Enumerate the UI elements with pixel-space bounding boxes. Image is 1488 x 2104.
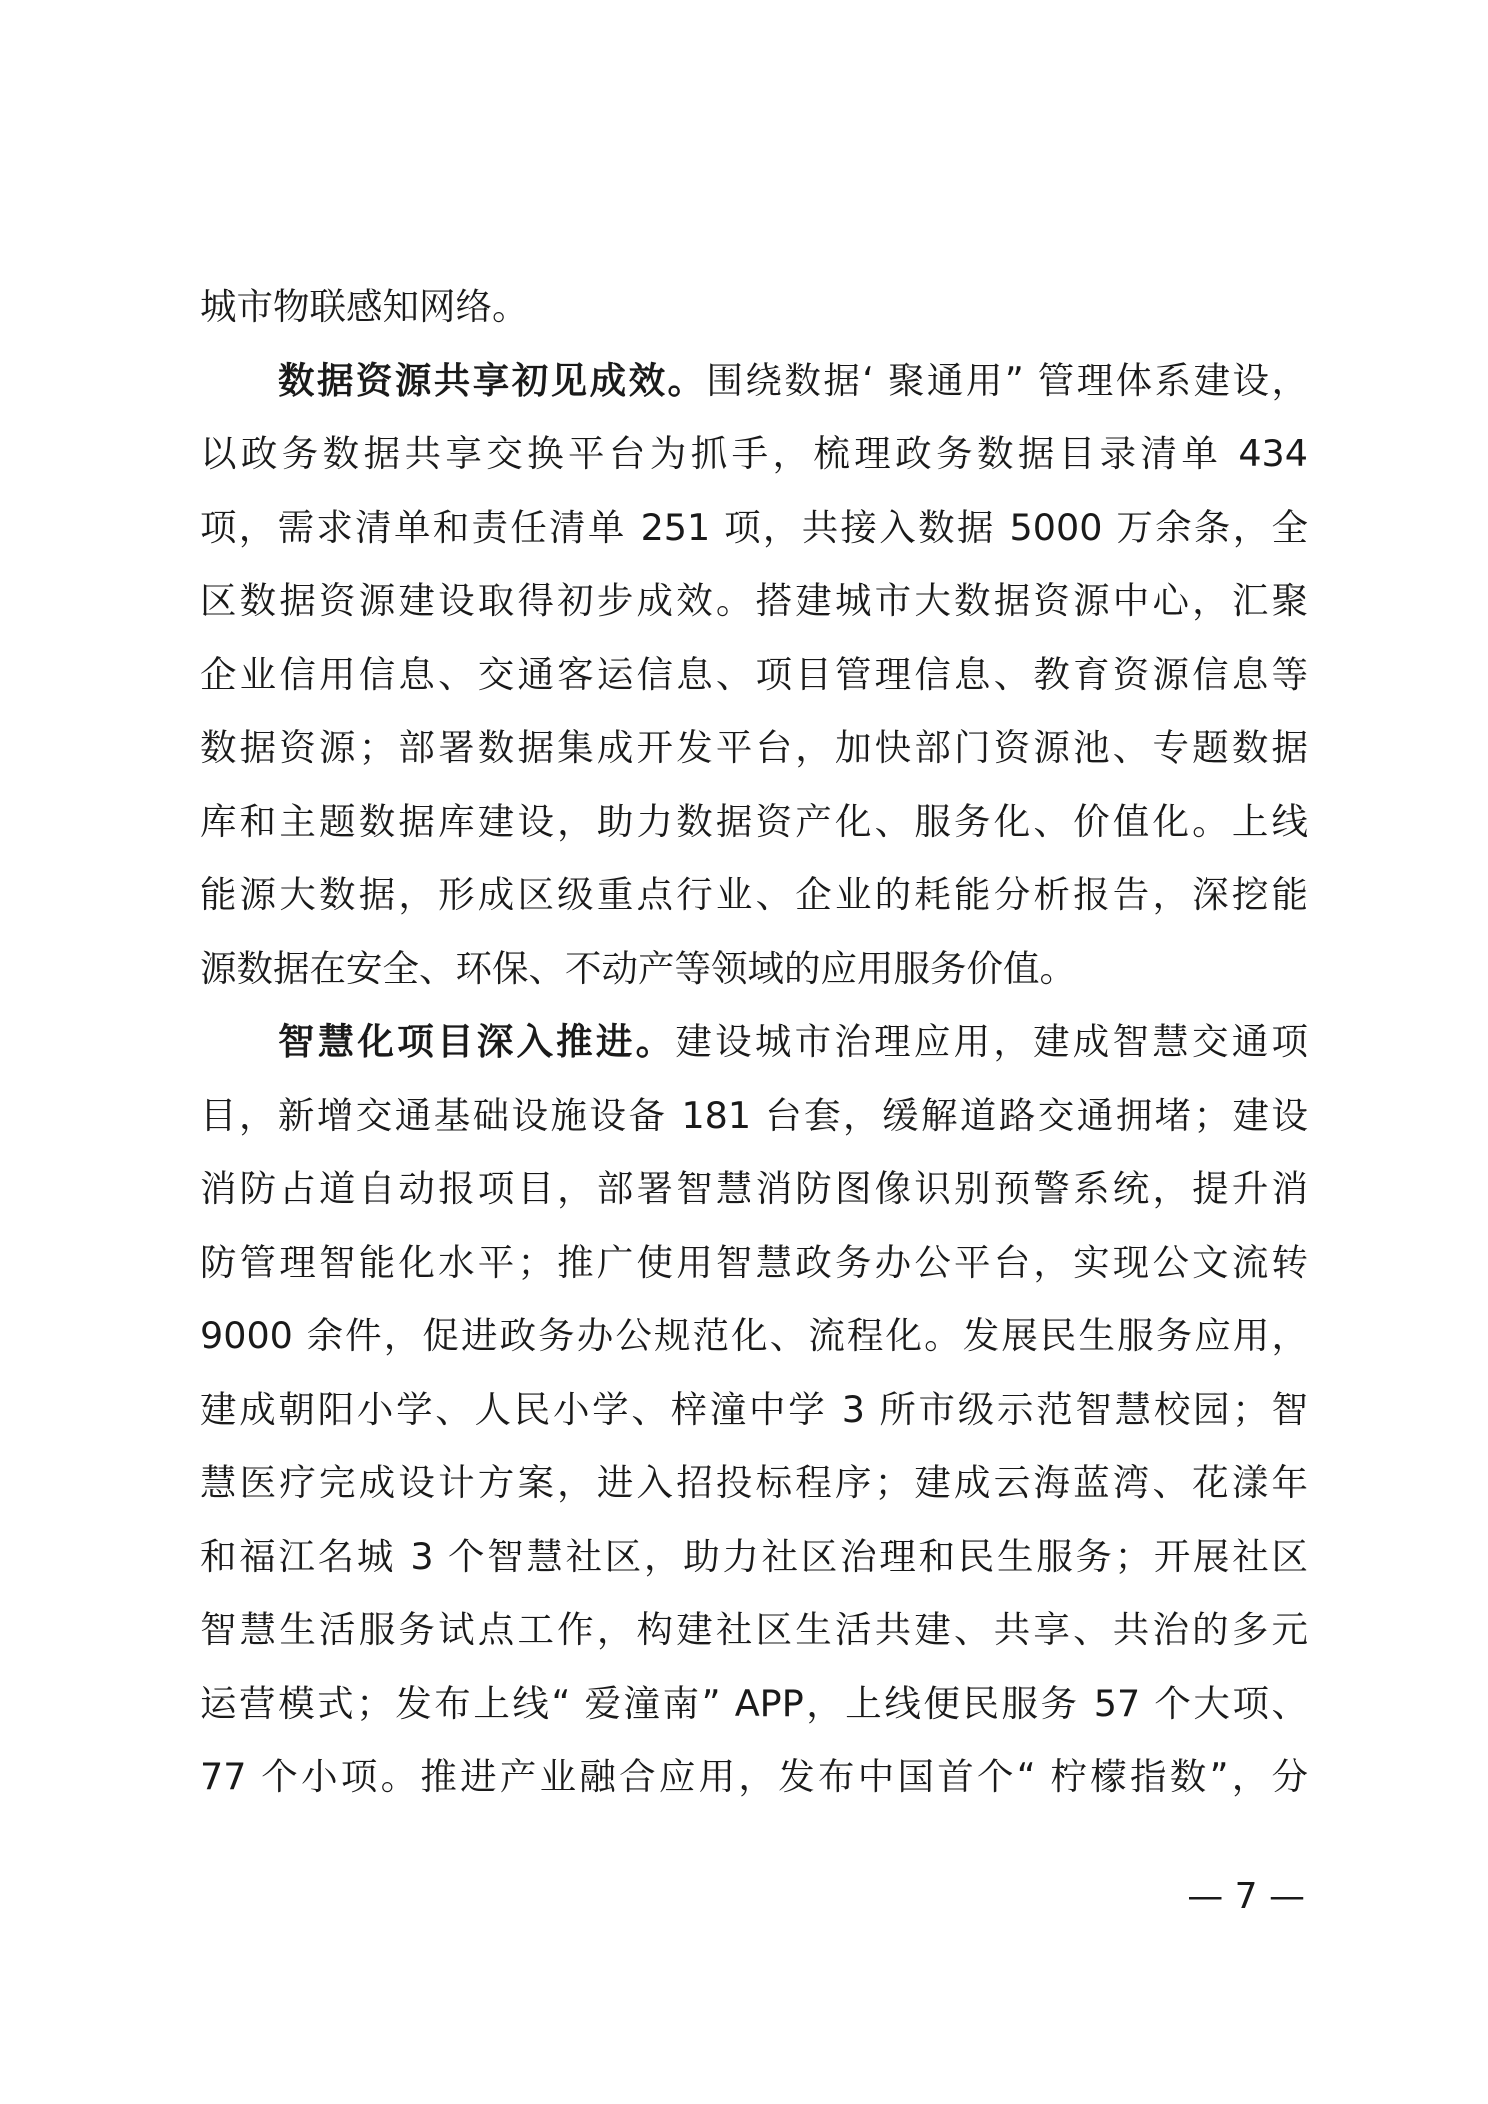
paragraph-line: 项，需求清单和责任清单 251 项，共接入数据 5000 万余条，全 bbox=[200, 505, 1308, 549]
paragraph-line: 目，新增交通基础设施设备 181 台套，缓解道路交通拥堵；建设 bbox=[200, 1093, 1308, 1137]
paragraph-line: 防管理智能化水平；推广使用智慧政务办公平台，实现公文流转 bbox=[200, 1240, 1308, 1284]
paragraph-line: 消防占道自动报项目，部署智慧消防图像识别预警系统，提升消 bbox=[200, 1167, 1308, 1210]
paragraph-smart-projects-first-line bbox=[200, 1005, 1308, 1079]
paragraph-data-sharing-first-line bbox=[200, 344, 1308, 418]
paragraph-line: 库和主题数据库建设，助力数据资产化、服务化、价值化。上线 bbox=[200, 799, 1308, 843]
paragraph-line: 能源大数据，形成区级重点行业、企业的耗能分析报告，深挖能 bbox=[200, 873, 1308, 916]
paragraph-line: 和福江名城 3 个智慧社区，助力社区治理和民生服务；开展社区 bbox=[200, 1534, 1308, 1578]
paragraph-line: 运营模式；发布上线“ 爱潼南” APP，上线便民服务 57 个大项、 bbox=[200, 1681, 1308, 1725]
paragraph-line: 源数据在安全、环保、不动产等领域的应用服务价值。 bbox=[200, 946, 1076, 990]
heading-smart-projects: 智慧化项目深入推进。 bbox=[278, 1020, 676, 1063]
page-number: — 7 — bbox=[1187, 1876, 1305, 1917]
paragraph-line: 企业信用信息、交通客运信息、项目管理信息、教育资源信息等 bbox=[200, 652, 1308, 696]
paragraph-line: 区数据资源建设取得初步成效。搭建城市大数据资源中心，汇聚 bbox=[200, 579, 1308, 622]
paragraph-line: 慧医疗完成设计方案，进入招投标程序；建成云海蓝湾、花漾年 bbox=[200, 1461, 1308, 1504]
paragraph-line: 数据资源；部署数据集成开发平台，加快部门资源池、专题数据 bbox=[200, 726, 1308, 769]
body-text bbox=[200, 270, 1308, 1814]
paragraph-line: 以政务数据共享交换平台为抓手，梳理政务数据目录清单 434 bbox=[200, 432, 1308, 475]
paragraph-text: 建设城市治理应用，建成智慧交通项 bbox=[675, 1020, 1309, 1063]
paragraph-continuation-line: 城市物联感知网络。 bbox=[200, 285, 529, 328]
heading-data-sharing: 数据资源共享初见成效。 bbox=[278, 358, 707, 402]
paragraph-line: 77 个小项。推进产业融合应用，发布中国首个“ 柠檬指数”，分 bbox=[200, 1755, 1308, 1798]
paragraph-text: 围绕数据‘ 聚通用” 管理体系建设， bbox=[706, 358, 1308, 402]
paragraph-line: 9000 余件，促进政务办公规范化、流程化。发展民生服务应用， bbox=[200, 1314, 1308, 1357]
paragraph-line: 智慧生活服务试点工作，构建社区生活共建、共享、共治的多元 bbox=[200, 1608, 1308, 1651]
paragraph-line: 建成朝阳小学、人民小学、梓潼中学 3 所市级示范智慧校园；智 bbox=[200, 1387, 1308, 1431]
